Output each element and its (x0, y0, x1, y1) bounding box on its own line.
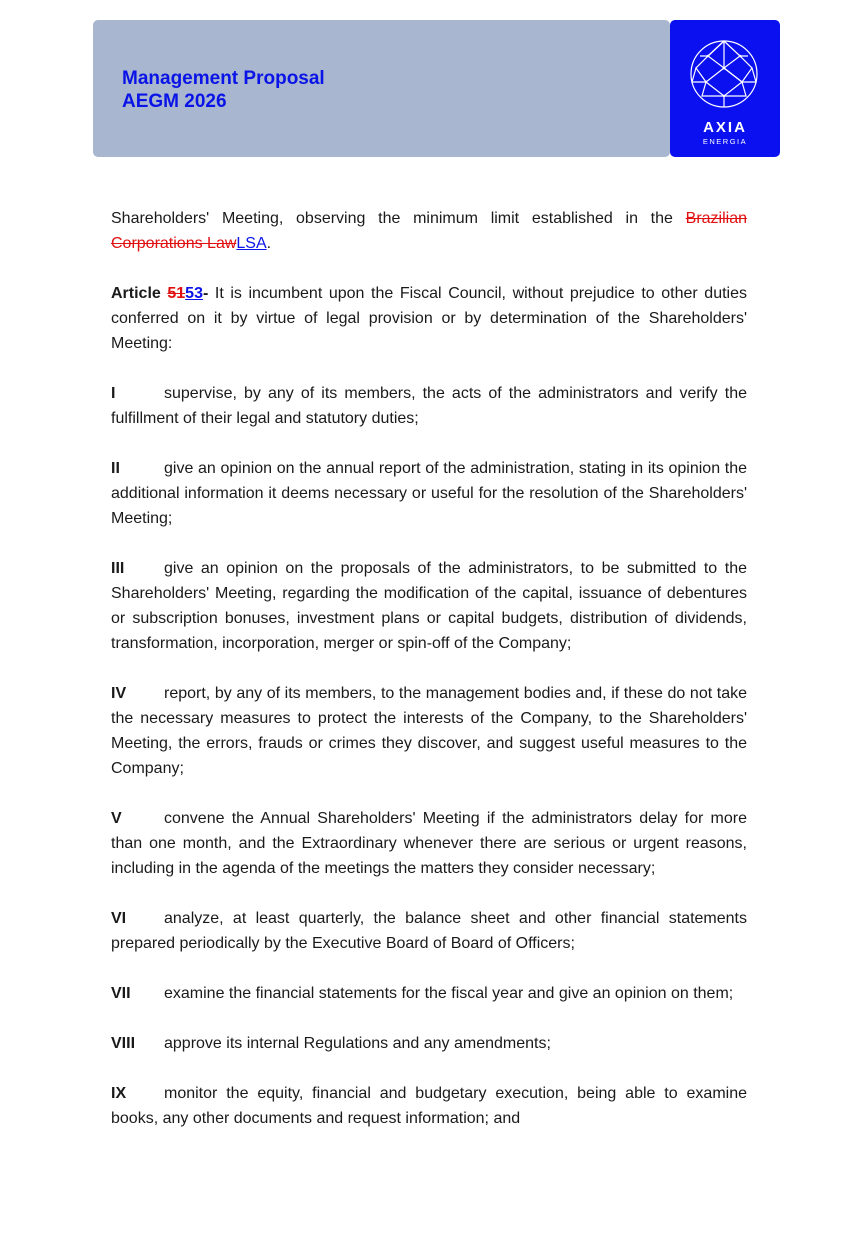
item-text: approve its internal Regulations and any amendments; (164, 1035, 551, 1052)
item-numeral: III (111, 560, 125, 577)
item-text: supervise, by any of its members, the acts of the administrators and verify the fulfillment of their legal and statutory duties; (111, 385, 747, 427)
globe-icon (688, 38, 760, 110)
list-item (111, 556, 747, 656)
item-numeral: II (111, 460, 120, 477)
item-text: give an opinion on the annual report of the administration, stating in its opinion the additional information it deems necessary or useful for the resolution of the Shareholders' Meeting; (111, 460, 747, 527)
list-item (111, 456, 747, 531)
item-numeral: IV (111, 685, 127, 702)
list-item (111, 681, 747, 781)
deleted-text: Brazilian Corporations Law (111, 210, 747, 252)
item-numeral: V (111, 810, 122, 827)
item-text: report, by any of its members, to the management bodies and, if these do not take the necessary measures to protect the interests of the Company, to the Shareholders' Meeting, the errors, frauds or crimes they discover, and suggest useful measures to the Company; (111, 685, 747, 777)
item-numeral: VII (111, 985, 131, 1002)
title-line-1: Management Proposal (122, 68, 325, 89)
item-numeral: I (111, 385, 116, 402)
list-item (111, 906, 747, 956)
list-item (111, 981, 747, 1006)
article-dash: - (202, 285, 209, 302)
article-label: Article (111, 285, 161, 302)
intro-end: . (266, 235, 272, 252)
intro-paragraph (111, 206, 747, 256)
item-text: give an opinion on the proposals of the administrators, to be submitted to the Shareholders' Meeting, regarding the modification of the capital, issuance of debentures or subscription bonuses, investment plans or capital budgets, distribution of dividends, transformation, incorporation, merger or spin-off of the Company; (111, 560, 747, 652)
list-item (111, 1081, 747, 1131)
article-new-number: 53 (185, 285, 203, 302)
item-numeral: VI (111, 910, 127, 927)
inserted-text: LSA (236, 235, 267, 252)
page-title (122, 67, 325, 113)
item-numeral: IX (111, 1085, 127, 1102)
item-list (111, 381, 747, 1131)
intro-text: Shareholders' Meeting, observing the minimum limit established in the (111, 210, 686, 227)
article-paragraph (111, 281, 747, 356)
item-numeral: VIII (111, 1035, 136, 1052)
logo-subtitle: ENERGIA (702, 137, 748, 146)
item-text: convene the Annual Shareholders' Meeting if the administrators delay for more than one month, and the Extraordinary whenever there are serious or urgent reasons, including in the agenda of the meetings the matters they consider necessary; (111, 810, 747, 877)
item-text: examine the financial statements for the fiscal year and give an opinion on them; (164, 985, 734, 1002)
list-item (111, 806, 747, 881)
list-item (111, 1031, 747, 1056)
article-old-number: 51 (167, 285, 186, 302)
document-body (111, 206, 747, 1156)
item-text: analyze, at least quarterly, the balance sheet and other financial statements prepared periodically by the Executive Board of Board of Officers; (111, 910, 747, 952)
list-item (111, 381, 747, 431)
logo-wordmark: AXIA (703, 119, 747, 136)
title-line-2: AEGM 2026 (122, 91, 227, 112)
company-logo (670, 20, 780, 157)
article-text: It is incumbent upon the Fiscal Council, without prejudice to other duties conferred on it by virtue of legal provision or by determination of the Shareholders' Meeting: (111, 285, 747, 352)
item-text: monitor the equity, financial and budgetary execution, being able to examine books, any other documents and request information; and (111, 1085, 747, 1127)
